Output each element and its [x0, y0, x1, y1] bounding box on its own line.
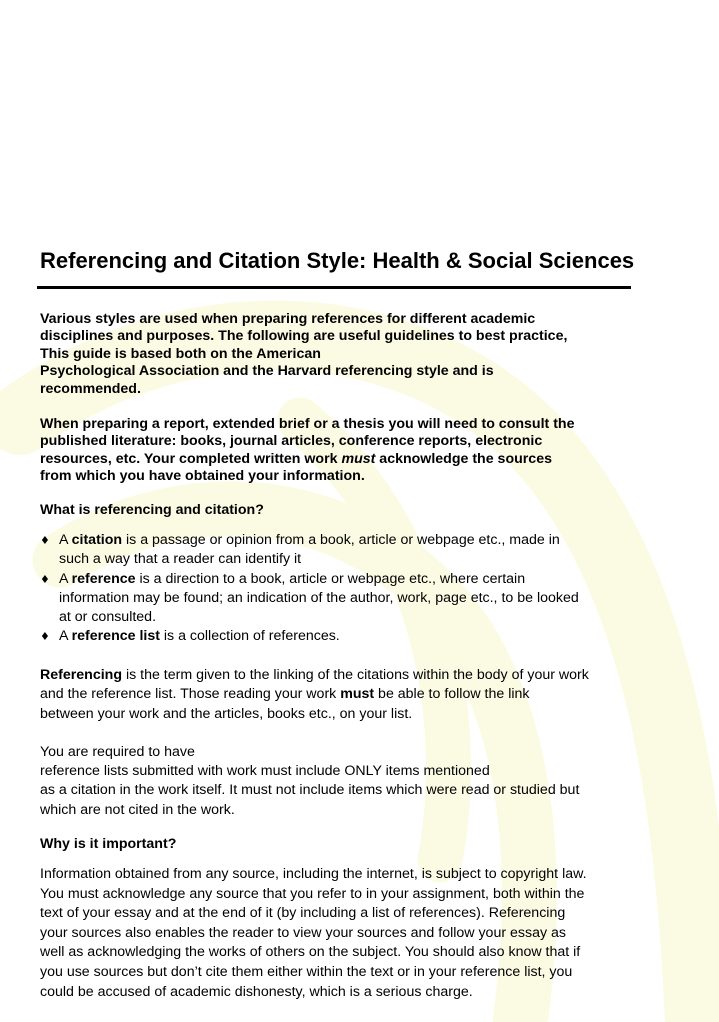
- referencing-text: is the term given to the linking of the citations within the body of your work: [122, 667, 589, 683]
- definition-text: is a direction to a book, article or webpage etc., where certain: [135, 570, 526, 587]
- definition-citation: [40, 531, 579, 570]
- required-line: reference lists submitted with work must include ONLY items mentioned: [40, 763, 490, 780]
- emphasis-must: must: [340, 686, 375, 703]
- definition-line: at or consulted.: [59, 609, 157, 626]
- definition-line: information may be found; an indication of the author, work, page etc., to be looked: [59, 589, 579, 606]
- referencing-line: [40, 685, 589, 704]
- definition-line: such a way that a reader can identify it: [59, 551, 302, 568]
- title-divider: [37, 286, 631, 289]
- report-line: When preparing a report, extended brief or a thesis you will need to consult the: [40, 416, 575, 432]
- importance-line: You must acknowledge any source that you refer to in your assignment, both within the: [40, 885, 585, 902]
- definition-line: [59, 570, 579, 589]
- definition-reference-list: [40, 627, 579, 646]
- required-paragraph: [40, 743, 579, 820]
- diamond-bullet-icon: ♦: [40, 534, 50, 547]
- definition-text: is a passage or opinion from a book, article or webpage etc., made in: [122, 532, 560, 548]
- diamond-bullet-icon: ♦: [40, 630, 50, 644]
- report-line: [40, 451, 574, 468]
- definition-prefix: A: [59, 532, 72, 548]
- report-text: acknowledge the sources: [375, 450, 552, 467]
- required-line: You are required to have: [40, 744, 195, 760]
- definition-term: citation: [71, 532, 123, 548]
- emphasis-must: must: [341, 450, 376, 467]
- referencing-text: be able to follow the link: [374, 686, 530, 703]
- referencing-text: and the reference list. Those reading your work: [40, 686, 341, 703]
- intro-line: disciplines and purposes. The following are useful guidelines to best practice,: [40, 328, 568, 345]
- why-heading: Why is it important?: [40, 836, 177, 852]
- definition-prefix: A: [59, 570, 72, 587]
- referencing-term: Referencing: [40, 667, 122, 683]
- required-line: which are not cited in the work.: [40, 801, 235, 818]
- intro-line: Psychological Association and the Harvard referencing style and is: [40, 363, 494, 380]
- intro-paragraph: [40, 311, 567, 398]
- importance-line: Information obtained from any source, including the internet, is subject to copyright law.: [40, 866, 587, 882]
- definition-line: [59, 531, 579, 550]
- referencing-line: [40, 666, 589, 685]
- intro-line: Various styles are used when preparing references for different academic: [40, 311, 536, 327]
- diamond-bullet-icon: ♦: [40, 572, 50, 586]
- importance-line: your sources also enables the reader to view your sources and follow your essay as: [40, 924, 566, 941]
- report-line: from which you have obtained your information.: [40, 468, 365, 485]
- definition-line: [59, 627, 579, 646]
- intro-line: recommended.: [40, 380, 141, 397]
- importance-line: you use sources but don’t cite them either within the text or in your reference list, you: [40, 963, 573, 980]
- importance-paragraph: [40, 865, 587, 1002]
- page-title: Referencing and Citation Style: Health & Social Sciences: [40, 248, 635, 273]
- definition-text: is a collection of references.: [159, 628, 340, 645]
- report-line: published literature: books, journal articles, conference reports, electronic: [40, 433, 543, 450]
- what-heading: What is referencing and citation?: [40, 502, 264, 518]
- importance-line: could be accused of academic dishonesty, which is a serious charge.: [40, 983, 473, 1000]
- referencing-paragraph: [40, 666, 589, 724]
- intro-line: This guide is based both on the American: [40, 345, 321, 362]
- importance-line: well as acknowledging the works of others on the subject. You should also know that if: [40, 944, 581, 961]
- definition-term: reference list: [71, 628, 160, 645]
- definition-prefix: A: [59, 628, 72, 645]
- definition-term: reference: [71, 570, 136, 587]
- importance-line: text of your essay and at the end of it (by including a list of references). Referencing: [40, 905, 566, 922]
- referencing-line: between your work and the articles, books etc., on your list.: [40, 705, 413, 722]
- report-text: resources, etc. Your completed written work: [40, 450, 342, 467]
- report-paragraph: [40, 416, 574, 486]
- definition-list: [40, 531, 579, 647]
- required-line: as a citation in the work itself. It must not include items which were read or studied but: [40, 782, 580, 799]
- definition-reference: [40, 570, 579, 628]
